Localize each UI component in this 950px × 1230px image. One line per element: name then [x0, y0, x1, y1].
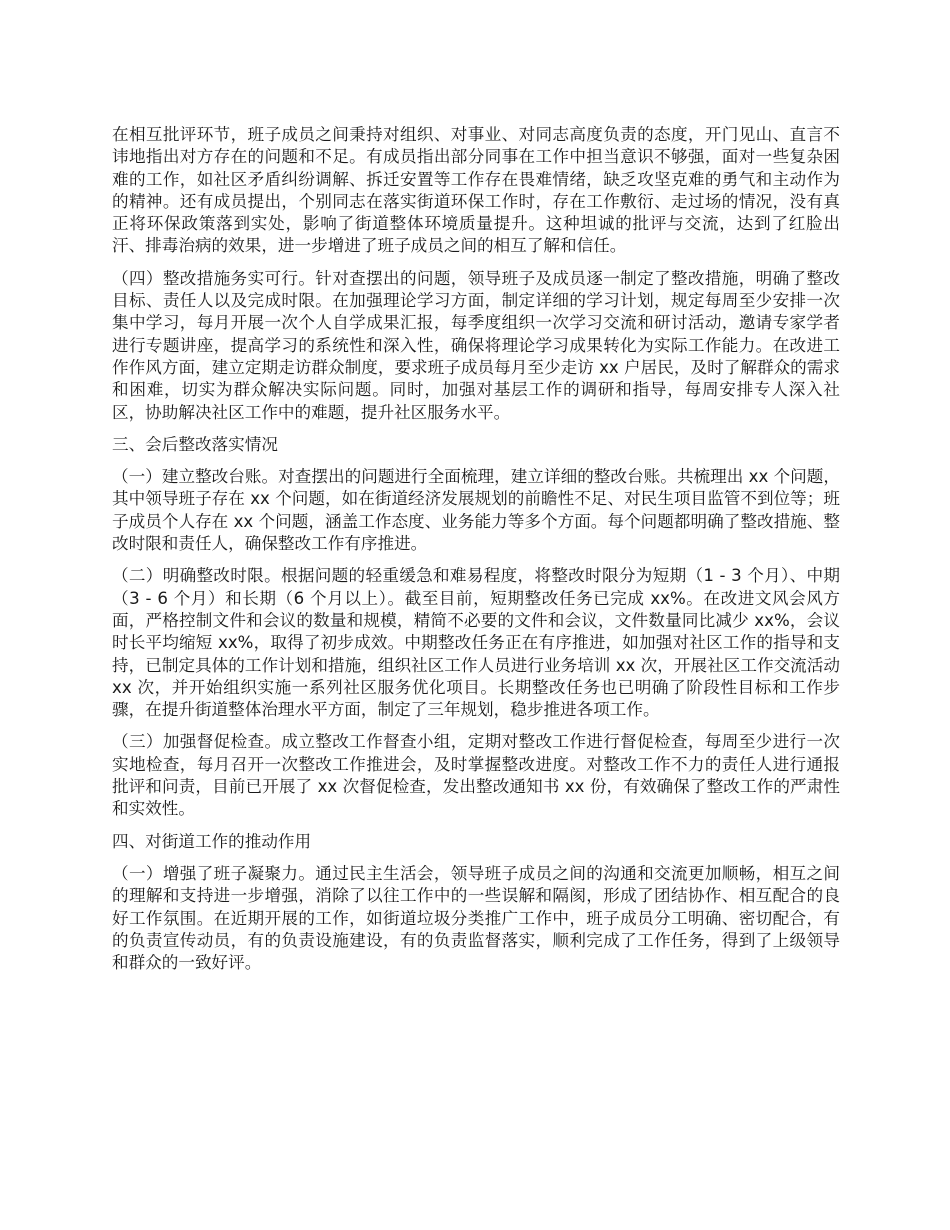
paragraph-supervision: （三）加强督促检查。成立整改工作督查小组，定期对整改工作进行督促检查，每周至少进行一次实地检查，每月召开一次整改工作推进会，及时掌握整改进度。对整改工作不力的责任人进行通报批评和问责，目前已开展了 xx 次督促检查，发出整改通知书 xx 份，有效确保了整改工作的严肃性和实效性。 — [112, 732, 840, 819]
section-heading-3: 三、会后整改落实情况 — [112, 434, 278, 454]
paragraph-team-cohesion: （一）增强了班子凝聚力。通过民主生活会，领导班子成员之间的沟通和交流更加顺畅，相互之间的理解和支持进一步增强，消除了以往工作中的一些误解和隔阂，形成了团结协作、相互配合的良好工作氛围。在近期开展的工作，如街道垃圾分类推广工作中，班子成员分工明确、密切配合，有的负责宣传动员，有的负责设施建设，有的负责监督落实，顺利完成了工作任务，得到了上级领导和群众的一致好评。 — [112, 863, 840, 973]
paragraph-mutual-criticism: 在相互批评环节，班子成员之间秉持对组织、对事业、对同志高度负责的态度，开门见山、直言不讳地指出对方存在的问题和不足。有成员指出部分同事在工作中担当意识不够强，面对一些复杂困难的工作，如社区矛盾纠纷调解、拆迁安置等工作存在畏难情绪，缺乏攻坚克难的勇气和主动作为的精神。还有成员提出，个别同志在落实街道环保工作时，存在工作敷衍、走过场的情况，没有真正将环保政策落到实处，影响了街道整体环境质量提升。这种坦诚的批评与交流，达到了红脸出汗、排毒治病的效果，进一步增进了班子成员之间的相互了解和信任。 — [112, 125, 840, 256]
section-heading-4: 四、对街道工作的推动作用 — [112, 831, 312, 851]
paragraph-rectification-deadline: （二）明确整改时限。根据问题的轻重缓急和难易程度，将整改时限分为短期（1 - 3 个月）、中期（3 - 6 个月）和长期（6 个月以上）。截至目前，短期整改任务已完成 xx%。在改进文风会风方面，严格控制文件和会议的数量和规模，精简不必要的文件和会议，文件数量同比减少 xx%，会议时长平均缩短 xx%，取得了初步成效。中期整改任务正在有序推进，如加强对社区工作的指导和支持，已制定具体的工作计划和措施，组织社区工作人员进行业务培训 xx 次，开展社区工作交流活动 xx 次，并开始组织实施一系列社区服务优化项目。长期整改任务也已明确了阶段性目标和工作步骤，在提升街道整体治理水平方面，制定了三年规划，稳步推进各项工作。 — [112, 566, 840, 720]
paragraph-rectification-ledger: （一）建立整改台账。对查摆出的问题进行全面梳理，建立详细的整改台账。共梳理出 xx 个问题，其中领导班子存在 xx 个问题，如在街道经济发展规划的前瞻性不足、对民生项目监管不到位等；班子成员个人存在 xx 个问题，涵盖工作态度、业务能力等多个方面。每个问题都明确了整改措施、整改时限和责任人，确保整改工作有序推进。 — [112, 467, 840, 554]
paragraph-rectification-measures: （四）整改措施务实可行。针对查摆出的问题，领导班子及成员逐一制定了整改措施，明确了整改目标、责任人以及完成时限。在加强理论学习方面，制定详细的学习计划，规定每周至少安排一次集中学习，每月开展一次个人自学成果汇报，每季度组织一次学习交流和研讨活动，邀请专家学者进行专题讲座，提高学习的系统性和深入性，确保将理论学习成果转化为实际工作能力。在改进工作作风方面，建立定期走访群众制度，要求班子成员每月至少走访 xx 户居民，及时了解群众的需求和困难，切实为群众解决实际问题。同时，加强对基层工作的调研和指导，每周安排专人深入社区，协助解决社区工作中的难题，提升社区服务水平。 — [112, 268, 840, 422]
document-page — [112, 124, 840, 984]
